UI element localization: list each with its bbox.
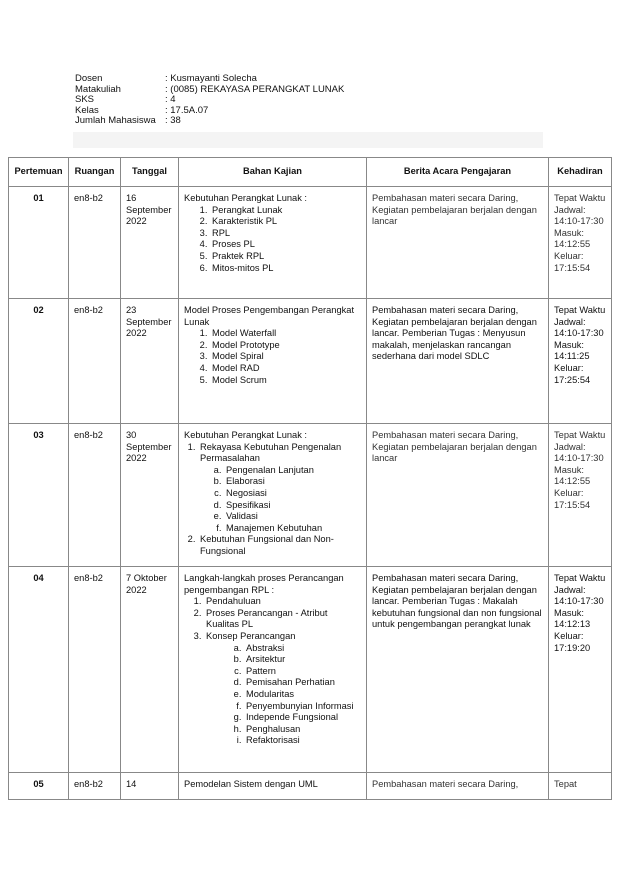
list-item: 3. Model Spiral — [210, 351, 361, 363]
meeting-number: 01 — [9, 187, 69, 299]
list-item: 5. Model Scrum — [210, 375, 361, 387]
meeting-number: 05 — [9, 773, 69, 800]
meta-row-credits — [75, 95, 344, 106]
list-item: 1. Perangkat Lunak — [210, 205, 361, 217]
date: 7 Oktober 2022 — [121, 567, 179, 773]
room: en8-b2 — [69, 567, 121, 773]
attendance: Tepat Waktu Jadwal: 14:10-17:30 Masuk: 14:12:13 Keluar: 17:19:20 — [549, 567, 612, 773]
report: Pembahasan materi secara Daring, Kegiatan pembelajaran berjalan dengan lancar. Pemberian Tugas : Menyusun makalah, menjelaskan rancangan sederhana dari model SDLC — [367, 299, 549, 424]
topic-title: Kebutuhan Perangkat Lunak : — [184, 193, 308, 203]
topic — [179, 299, 367, 424]
sub-list-item: c. Pattern — [244, 666, 361, 678]
meta-key: Matakuliah — [75, 83, 121, 95]
room: en8-b2 — [69, 187, 121, 299]
topic — [179, 424, 367, 567]
topic-list — [184, 205, 361, 275]
room: en8-b2 — [69, 773, 121, 800]
meta-key: Kelas — [75, 104, 99, 116]
sub-list-item: h. Penghalusan — [244, 724, 361, 736]
table-row — [9, 773, 612, 800]
list-item-label: Konsep Perancangan — [206, 630, 296, 641]
topic-title: Kebutuhan Perangkat Lunak : — [184, 430, 308, 440]
topic-title: Pemodelan Sistem dengan UML — [184, 779, 318, 789]
sub-list-item: f. Penyembunyian Informasi — [244, 701, 361, 713]
list-item: 3. RPL — [210, 228, 361, 240]
attendance: Tepat Waktu Jadwal: 14:10-17:30 Masuk: 14:12:55 Keluar: 17:15:54 — [549, 424, 612, 567]
topic-list — [184, 328, 361, 386]
header-topic: Bahan Kajian — [179, 158, 367, 187]
meeting-number: 03 — [9, 424, 69, 567]
sub-list-item: d. Spesifikasi — [224, 500, 361, 512]
topic — [179, 773, 367, 800]
teaching-log-table — [8, 157, 612, 800]
room: en8-b2 — [69, 299, 121, 424]
table-row — [9, 424, 612, 567]
meta-value: : Kusmayanti Solecha — [165, 73, 257, 84]
header-meeting: Pertemuan — [9, 158, 69, 187]
header-report: Berita Acara Pengajaran — [367, 158, 549, 187]
sub-list-item: d. Pemisahan Perhatian — [244, 677, 361, 689]
report: Pembahasan materi secara Daring, — [367, 773, 549, 800]
header-room: Ruangan — [69, 158, 121, 187]
meta-key: Dosen — [75, 73, 103, 84]
date: 16 September 2022 — [121, 187, 179, 299]
sub-list-item: g. Independe Fungsional — [244, 712, 361, 724]
date: 14 — [121, 773, 179, 800]
meta-row-course — [75, 85, 344, 96]
table-header — [9, 158, 612, 187]
room: en8-b2 — [69, 424, 121, 567]
sub-list — [200, 465, 361, 535]
table-row — [9, 299, 612, 424]
sub-list-item: a. Abstraksi — [244, 643, 361, 655]
topic-title: Langkah-langkah proses Perancangan pengembangan RPL : — [184, 573, 344, 595]
list-item: 2. Proses Perancangan - Atribut Kualitas PL — [204, 608, 361, 631]
list-item: 1. Model Waterfall — [210, 328, 361, 340]
topic-list — [184, 442, 361, 558]
date: 30 September 2022 — [121, 424, 179, 567]
meta-row-lecturer — [75, 74, 344, 85]
list-item — [204, 631, 361, 747]
attendance: Tepat Waktu Jadwal: 14:10-17:30 Masuk: 14:12:55 Keluar: 17:15:54 — [549, 187, 612, 299]
header-date: Tanggal — [121, 158, 179, 187]
topic-list — [184, 596, 361, 747]
report: Pembahasan materi secara Daring, Kegiatan pembelajaran berjalan dengan lancar — [367, 424, 549, 567]
meta-divider — [73, 132, 543, 148]
meta-value: : (0085) REKAYASA PERANGKAT LUNAK — [165, 83, 345, 95]
meta-key: Jumlah Mahasiswa — [75, 115, 156, 127]
table-row — [9, 187, 612, 299]
sub-list-item: a. Pengenalan Lanjutan — [224, 465, 361, 477]
topic — [179, 567, 367, 773]
attendance: Tepat Waktu Jadwal: 14:10-17:30 Masuk: 14:11:25 Keluar: 17:25:54 — [549, 299, 612, 424]
list-item: 1. Pendahuluan — [204, 596, 361, 608]
list-item: 6. Mitos-mitos PL — [210, 263, 361, 275]
sub-list-item: i. Refaktorisasi — [244, 735, 361, 747]
meeting-number: 02 — [9, 299, 69, 424]
header-attendance: Kehadiran — [549, 158, 612, 187]
sub-list-item: e. Validasi — [224, 511, 361, 523]
meta-row-students — [75, 116, 344, 127]
list-item-label: Rekayasa Kebutuhan Pengenalan Permasalahan — [200, 441, 342, 464]
topic-title: Model Proses Pengembangan Perangkat Lunak — [184, 305, 355, 327]
list-item — [198, 442, 361, 535]
meta-key: SKS — [75, 94, 95, 106]
attendance: Tepat — [549, 773, 612, 800]
list-item: 2. Model Prototype — [210, 340, 361, 352]
meta-value: : 17.5A.07 — [165, 104, 209, 116]
list-item: 4. Model RAD — [210, 363, 361, 375]
sub-list-item: b. Arsitektur — [244, 654, 361, 666]
sub-list-item: f. Manajemen Kebutuhan — [224, 523, 361, 535]
sub-list-item: e. Modularitas — [244, 689, 361, 701]
sub-list — [206, 643, 361, 747]
table-row — [9, 567, 612, 773]
sub-list-item: b. Elaborasi — [224, 476, 361, 488]
report: Pembahasan materi secara Daring, Kegiatan pembelajaran berjalan dengan lancar. Pemberian Tugas : Makalah kebutuhan fungsional dan non fungsional untuk pengembangan perangkat lunak — [367, 567, 549, 773]
list-item: 2. Karakteristik PL — [210, 216, 361, 228]
date: 23 September 2022 — [121, 299, 179, 424]
list-item: 4. Proses PL — [210, 239, 361, 251]
list-item: 2. Kebutuhan Fungsional dan Non-Fungsional — [198, 534, 361, 557]
topic — [179, 187, 367, 299]
meeting-number: 04 — [9, 567, 69, 773]
report: Pembahasan materi secara Daring, Kegiatan pembelajaran berjalan dengan lancar — [367, 187, 549, 299]
list-item: 5. Praktek RPL — [210, 251, 361, 263]
sub-list-item: c. Negosiasi — [224, 488, 361, 500]
meta-value: : 4 — [165, 94, 176, 106]
course-info — [75, 74, 344, 127]
meta-value: : 38 — [165, 115, 181, 127]
